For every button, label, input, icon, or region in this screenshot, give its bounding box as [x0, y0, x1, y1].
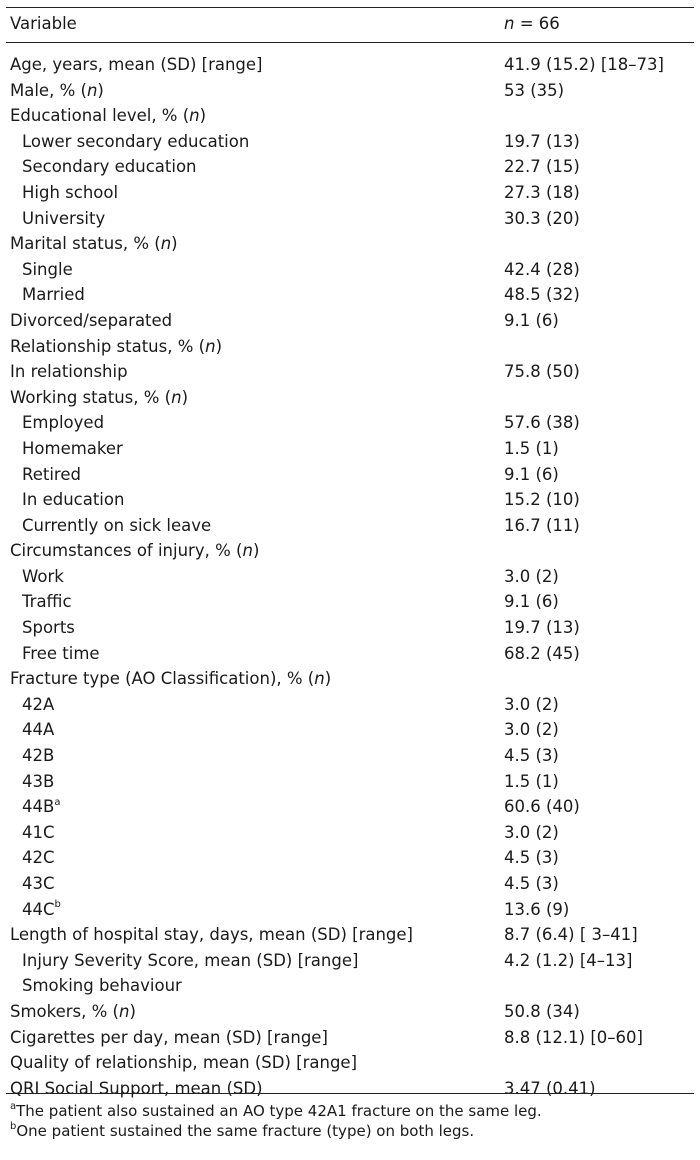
- row-label: [22, 487, 124, 513]
- table-row: [0, 1076, 700, 1102]
- table-row: [0, 410, 700, 436]
- footnote-marker: b: [54, 899, 61, 911]
- row-value: 9.1 (6): [504, 592, 559, 612]
- table-row: [0, 999, 700, 1025]
- table-row: [0, 769, 700, 795]
- table-row: [0, 973, 700, 999]
- row-value: 3.0 (2): [504, 566, 559, 586]
- row-value: 4.2 (1.2) [4–13]: [504, 950, 633, 970]
- row-label: [22, 154, 197, 180]
- row-label-text: Marital status, % (: [10, 234, 161, 254]
- row-label-text: 44C: [22, 899, 55, 919]
- table-body: [0, 52, 700, 1101]
- row-value: 1.5 (1): [504, 771, 559, 791]
- row-label-italic: n: [171, 387, 182, 407]
- row-value: 3.0 (2): [504, 694, 559, 714]
- row-label-text: 42C: [22, 848, 55, 868]
- row-label-text: Work: [22, 566, 64, 586]
- table-row: [0, 948, 700, 974]
- table-row: [0, 385, 700, 411]
- row-label-text: In education: [22, 490, 125, 510]
- row-value: 19.7 (13): [504, 618, 580, 638]
- row-label: [22, 410, 104, 436]
- row-value: 9.1 (6): [504, 464, 559, 484]
- row-label-italic: n: [314, 669, 325, 689]
- row-label-text: Fracture type (AO Classification), % (: [10, 669, 315, 689]
- row-label-tail: ): [215, 336, 222, 356]
- row-label: [10, 999, 136, 1025]
- row-value: 1.5 (1): [504, 438, 559, 458]
- row-label-text: Age, years, mean (SD) [range]: [10, 55, 263, 74]
- row-value: 53 (35): [504, 80, 565, 100]
- row-value: 27.3 (18): [504, 182, 580, 202]
- row-label-italic: n: [86, 80, 98, 100]
- row-label: [22, 794, 60, 820]
- row-label-italic: n: [189, 106, 200, 126]
- header-n: [504, 14, 560, 33]
- row-label-tail: ): [181, 387, 188, 407]
- row-label-text: 41C: [22, 822, 55, 842]
- row-value: 60.6 (40): [504, 797, 580, 817]
- row-label: [22, 948, 358, 974]
- row-label: [10, 231, 178, 257]
- row-label-text: Retired: [22, 464, 81, 484]
- row-label-text: Male, % (: [10, 80, 87, 100]
- row-label-text: Single: [22, 259, 73, 279]
- row-label-tail: ): [324, 669, 332, 689]
- row-label: [22, 180, 118, 206]
- header-n-value: = 66: [514, 14, 560, 33]
- footnote-a: [10, 1101, 694, 1121]
- row-label-tail: ): [252, 541, 260, 561]
- row-label: [22, 769, 54, 795]
- row-label-text: Circumstances of injury, % (: [10, 541, 243, 561]
- row-value: 3.0 (2): [504, 720, 559, 740]
- row-label-text: Married: [22, 285, 85, 305]
- table-row: [0, 231, 700, 257]
- row-label: [10, 666, 331, 692]
- row-label-tail: ): [97, 80, 104, 100]
- row-label-text: Injury Severity Score, mean (SD) [range]: [22, 950, 359, 970]
- row-value: 8.8 (12.1) [0–60]: [504, 1027, 643, 1047]
- row-value: 30.3 (20): [504, 208, 580, 228]
- row-value: 16.7 (11): [504, 515, 580, 535]
- table-row: [0, 334, 700, 360]
- table-row: [0, 206, 700, 232]
- row-label-text: University: [22, 208, 106, 228]
- table-row: [0, 871, 700, 897]
- row-label: [10, 538, 259, 564]
- footnote-text: The patient also sustained an AO type 42A1 fracture on the same leg.: [16, 1102, 542, 1120]
- footnote-mark: a: [10, 1101, 17, 1112]
- row-label-text: 43B: [22, 771, 55, 791]
- table-row: [0, 692, 700, 718]
- table-row: [0, 717, 700, 743]
- row-label-text: Sports: [22, 618, 75, 638]
- row-label-text: Smoking behaviour: [22, 976, 182, 996]
- table-top-rule: [6, 7, 694, 8]
- row-label-text: In relationship: [10, 362, 128, 382]
- row-label-text: Free time: [22, 643, 100, 663]
- row-label-text: Working status, % (: [10, 387, 172, 407]
- row-value: 4.5 (3): [504, 848, 559, 868]
- row-label-text: Divorced/separated: [10, 310, 173, 330]
- table-row: [0, 845, 700, 871]
- row-label-text: Traffic: [22, 592, 72, 612]
- table-row: [0, 922, 700, 948]
- row-label-text: 42A: [22, 694, 55, 714]
- table-row: [0, 78, 700, 104]
- row-value: 4.5 (3): [504, 874, 559, 893]
- table-row: [0, 589, 700, 615]
- table-row: [0, 897, 700, 923]
- row-label: [22, 615, 75, 641]
- table-row: [0, 487, 700, 513]
- row-label: [22, 436, 123, 462]
- row-value: 3.47 (0.41): [504, 1078, 596, 1098]
- row-label: [22, 897, 61, 923]
- row-label-text: High school: [22, 182, 119, 202]
- row-label-text: Employed: [22, 413, 105, 433]
- footnote-text: One patient sustained the same fracture (type) on both legs.: [16, 1122, 475, 1140]
- table-row: [0, 538, 700, 564]
- table-header: [0, 14, 700, 40]
- table-row: [0, 129, 700, 155]
- row-label-text: 43C: [22, 874, 55, 893]
- row-label: [22, 462, 81, 488]
- row-label: [10, 52, 263, 78]
- row-label: [22, 589, 72, 615]
- row-label: [10, 1050, 357, 1076]
- row-label-tail: ): [129, 1001, 136, 1021]
- row-value: 3.0 (2): [504, 822, 559, 842]
- row-value: 9.1 (6): [504, 310, 559, 330]
- row-label-text: Smokers, % (: [10, 1001, 119, 1021]
- row-label: [22, 973, 182, 999]
- table-row: [0, 282, 700, 308]
- table-row: [0, 743, 700, 769]
- row-label: [10, 78, 104, 104]
- row-value: 57.6 (38): [504, 413, 580, 433]
- row-value: 50.8 (34): [504, 1001, 580, 1021]
- table-row: [0, 308, 700, 334]
- row-value: 75.8 (50): [504, 362, 580, 382]
- row-label: [22, 206, 105, 232]
- row-label: [10, 385, 188, 411]
- row-label-text: Secondary education: [22, 157, 197, 177]
- table-row: [0, 1025, 700, 1051]
- row-label: [22, 564, 64, 590]
- table-row: [0, 1050, 700, 1076]
- row-value: 8.7 (6.4) [ 3–41]: [504, 925, 638, 945]
- row-label: [10, 103, 206, 129]
- row-label: [22, 845, 55, 871]
- row-label-italic: n: [205, 336, 216, 356]
- table-row: [0, 462, 700, 488]
- table-bottom-rule: [6, 1093, 694, 1094]
- row-value: 42.4 (28): [504, 259, 580, 279]
- table-row: [0, 666, 700, 692]
- row-label-text: Length of hospital stay, days, mean (SD) [range]: [10, 925, 413, 945]
- row-label-text: Cigarettes per day, mean (SD) [range]: [10, 1027, 328, 1047]
- row-value: 19.7 (13): [504, 131, 580, 151]
- row-value: 4.5 (3): [504, 746, 559, 766]
- row-value: 15.2 (10): [504, 490, 580, 510]
- footnote-mark: b: [10, 1121, 17, 1132]
- row-label-italic: n: [242, 541, 253, 561]
- table-row: [0, 359, 700, 385]
- row-label: [10, 1076, 263, 1102]
- row-label: [22, 257, 73, 283]
- table-row: [0, 615, 700, 641]
- table-row: [0, 820, 700, 846]
- table-row: [0, 564, 700, 590]
- row-label: [10, 308, 172, 334]
- table-row: [0, 154, 700, 180]
- header-variable: Variable: [10, 14, 77, 33]
- table-row: [0, 794, 700, 820]
- table-row: [0, 180, 700, 206]
- row-label: [10, 359, 128, 385]
- row-value: 13.6 (9): [504, 899, 570, 919]
- row-label: [10, 334, 222, 360]
- row-label: [10, 922, 413, 948]
- row-label-text: Homemaker: [22, 438, 123, 458]
- table-row: [0, 641, 700, 667]
- table-row: [0, 52, 700, 78]
- row-value: 68.2 (45): [504, 643, 580, 663]
- row-label-text: 44A: [22, 720, 55, 740]
- row-label-text: Quality of relationship, mean (SD) [range]: [10, 1053, 358, 1073]
- row-label: [10, 1025, 328, 1051]
- row-label-tail: ): [171, 234, 178, 254]
- footnote-marker: a: [54, 796, 61, 808]
- table-row: [0, 257, 700, 283]
- row-label-tail: ): [199, 106, 207, 126]
- row-label: [22, 692, 54, 718]
- row-label-italic: n: [119, 1001, 130, 1021]
- row-label: [22, 129, 249, 155]
- table-row: [0, 103, 700, 129]
- row-label-text: Relationship status, % (: [10, 336, 206, 356]
- row-label-text: Currently on sick leave: [22, 515, 212, 535]
- row-label-text: Lower secondary education: [22, 131, 250, 151]
- header-rule: [6, 42, 694, 43]
- row-label-text: 44B: [22, 797, 55, 817]
- row-label: [22, 820, 55, 846]
- row-label: [22, 743, 54, 769]
- row-label-italic: n: [160, 234, 172, 254]
- row-value: 22.7 (15): [504, 157, 580, 177]
- footnote-b: [10, 1121, 694, 1141]
- row-label: [22, 513, 211, 539]
- header-n-italic: n: [504, 14, 515, 33]
- table-row: [0, 436, 700, 462]
- row-label: [22, 871, 55, 897]
- row-value: 48.5 (32): [504, 285, 580, 305]
- row-label-text: 42B: [22, 746, 55, 766]
- row-label: [22, 717, 54, 743]
- row-label: [22, 641, 100, 667]
- row-label-text: Educational level, % (: [10, 106, 190, 126]
- row-label: [22, 282, 85, 308]
- row-value: 41.9 (15.2) [18–73]: [504, 55, 664, 74]
- table-row: [0, 513, 700, 539]
- row-label-text: QRI Social Support, mean (SD): [10, 1078, 263, 1098]
